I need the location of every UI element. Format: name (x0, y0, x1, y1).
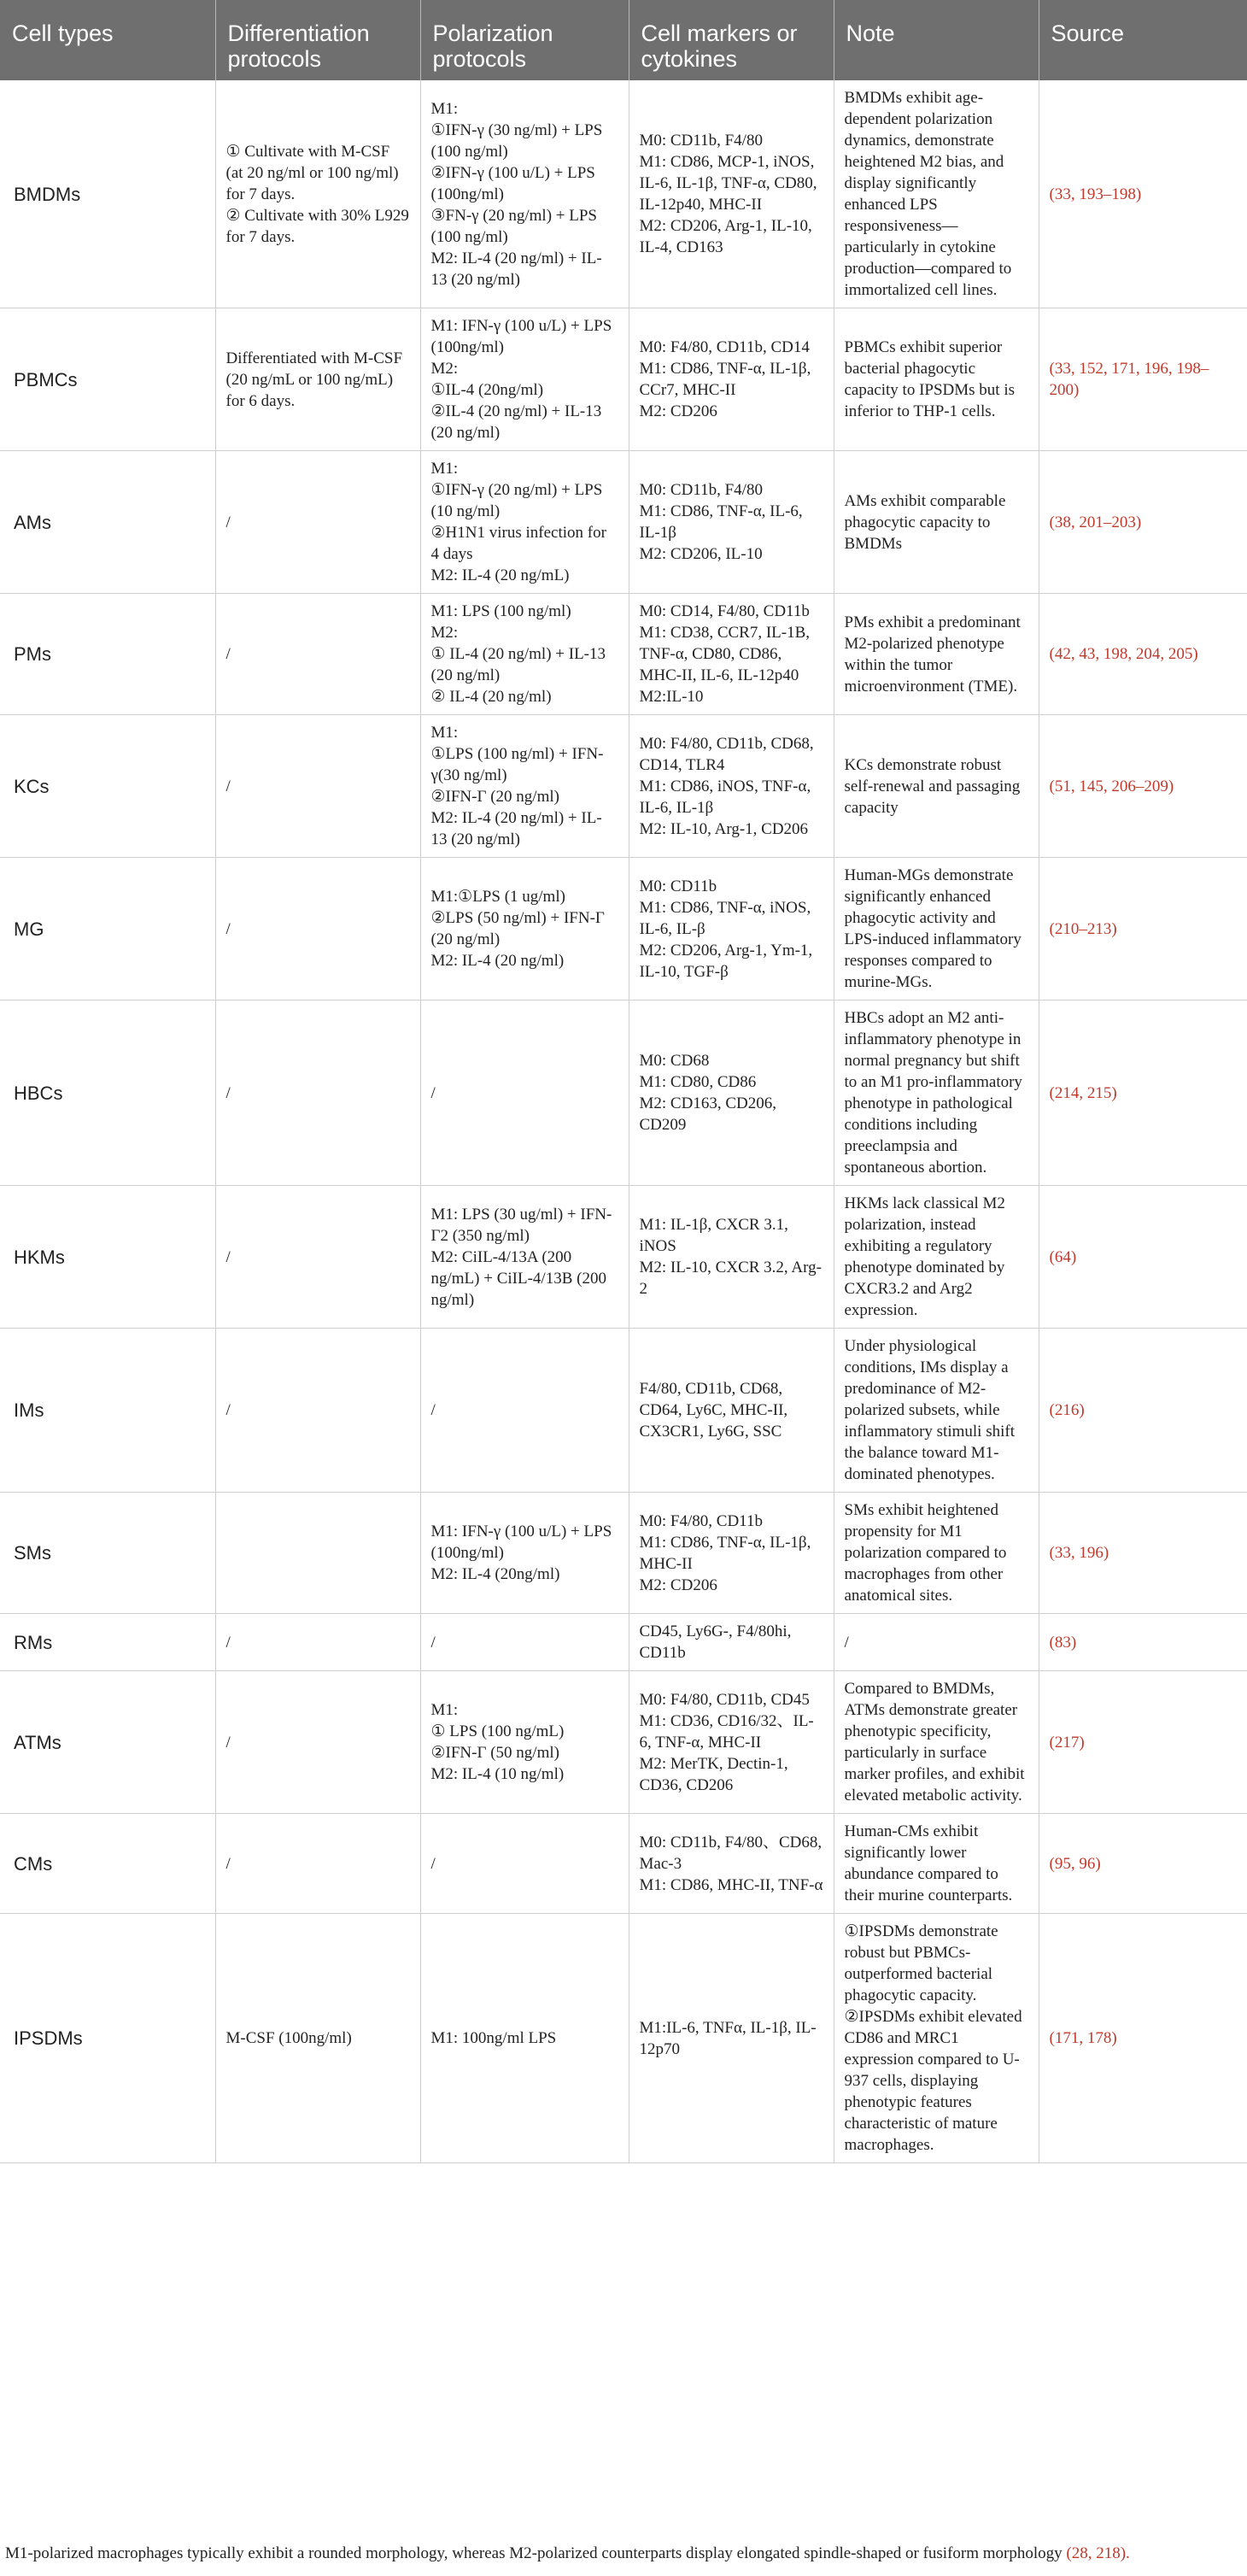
note-cell: / (834, 1614, 1039, 1671)
marker-line: M1: CD80, CD86 (639, 1073, 757, 1091)
marker-line: M0: CD14, F4/80, CD11b (639, 602, 810, 620)
polarization-cell (420, 1614, 629, 1671)
markers-cell (629, 1493, 834, 1614)
polarization-line: M1: (430, 460, 459, 478)
differentiation-line: / (225, 1401, 231, 1419)
cell-type: BMDMs (0, 80, 215, 308)
source-cell[interactable]: (217) (1039, 1671, 1247, 1814)
cell-type: ATMs (0, 1671, 215, 1814)
marker-line: M1: CD86, MHC-II, TNF-α (639, 1875, 823, 1894)
marker-line: M2: IL-10, Arg-1, CD206 (639, 819, 809, 838)
polarization-cell (420, 594, 629, 715)
differentiation-line: ② Cultivate with 30% L929 for 7 days. (225, 206, 409, 246)
differentiation-cell (215, 1493, 420, 1614)
cell-type: HKMs (0, 1186, 215, 1329)
source-cell[interactable]: (95, 96) (1039, 1814, 1247, 1914)
polarization-cell (420, 1000, 629, 1186)
marker-line: CD45, Ly6G-, F4/80hi, CD11b (639, 1622, 792, 1662)
polarization-line: M1: 100ng/ml LPS (430, 2029, 557, 2047)
marker-line: M2: CD206, IL-10 (639, 545, 763, 563)
marker-line: M0: F4/80, CD11b, CD45 (639, 1690, 810, 1709)
note-cell: Human-MGs demonstrate significantly enhanced phagocytic activity and LPS-induced inflammatory responses compared to murine-MGs. (834, 858, 1039, 1000)
polarization-cell (420, 451, 629, 594)
marker-line: M0: CD11b, F4/80 (639, 132, 763, 150)
polarization-cell (420, 715, 629, 858)
table-row (0, 1814, 1247, 1914)
source-cell[interactable]: (33, 196) (1039, 1493, 1247, 1614)
marker-line: M2: IL-10, CXCR 3.2, Arg-2 (639, 1259, 822, 1298)
source-cell[interactable]: (83) (1039, 1614, 1247, 1671)
markers-cell (629, 858, 834, 1000)
marker-line: M2: CD206, Arg-1, IL-10, IL-4, CD163 (639, 217, 812, 256)
marker-line: M2: CD206 (639, 402, 717, 420)
differentiation-cell (215, 594, 420, 715)
differentiation-cell (215, 1671, 420, 1814)
differentiation-cell (215, 715, 420, 858)
differentiation-line: Differentiated with M-CSF (20 ng/mL or 100 ng/mL) for 6 days. (225, 349, 403, 410)
source-cell[interactable]: (42, 43, 198, 204, 205) (1039, 594, 1247, 715)
differentiation-line: / (225, 1733, 231, 1752)
differentiation-cell (215, 80, 420, 308)
markers-cell (629, 1914, 834, 2163)
markers-cell (629, 1814, 834, 1914)
differentiation-line: / (225, 919, 231, 938)
source-cell[interactable]: (33, 193–198) (1039, 80, 1247, 308)
differentiation-cell (215, 1814, 420, 1914)
cell-type: PMs (0, 594, 215, 715)
polarization-line: M1: IFN-γ (100 u/L) + LPS (100ng/ml) (430, 1523, 612, 1562)
differentiation-line: M-CSF (100ng/ml) (225, 2029, 352, 2047)
marker-line: M1: CD86, TNF-α, IL-1β, CCr7, MHC-II (639, 360, 811, 399)
table-row (0, 858, 1247, 1000)
cell-type: IMs (0, 1329, 215, 1493)
source-cell[interactable]: (51, 145, 206–209) (1039, 715, 1247, 858)
marker-line: M1: CD86, iNOS, TNF-α, IL-6, IL-1β (639, 777, 811, 817)
table-row (0, 308, 1247, 451)
header-markers: Cell markers or cytokines (629, 0, 834, 80)
note-cell: PBMCs exhibit superior bacterial phagocytic capacity to IPSDMs but is inferior to THP-1 cells. (834, 308, 1039, 451)
polarization-line: ①IL-4 (20ng/ml) (430, 381, 544, 399)
polarization-line: / (430, 1633, 436, 1652)
note-cell: Under physiological conditions, IMs display a predominance of M2-polarized subsets, while inflammatory stimuli shift the balance toward M1-dominated phenotypes. (834, 1329, 1039, 1493)
table-body (0, 80, 1247, 2163)
differentiation-line: / (225, 1854, 231, 1873)
table-row (0, 451, 1247, 594)
polarization-line: M2: CiIL-4/13A (200 ng/mL) + CiIL-4/13B (200 ng/ml) (430, 1247, 606, 1309)
footnote-refs[interactable]: (28, 218). (1066, 2544, 1130, 2562)
table-row (0, 1614, 1247, 1671)
polarization-line: ①IFN-γ (20 ng/ml) + LPS (10 ng/ml) (430, 481, 603, 520)
differentiation-line: / (225, 1083, 231, 1102)
cell-type: PBMCs (0, 308, 215, 451)
note-cell: AMs exhibit comparable phagocytic capacity to BMDMs (834, 451, 1039, 594)
markers-cell (629, 1671, 834, 1814)
marker-line: M1: CD86, TNF-α, IL-1β, MHC-II (639, 1533, 811, 1573)
differentiation-line: / (225, 777, 231, 795)
source-cell[interactable]: (210–213) (1039, 858, 1247, 1000)
differentiation-cell (215, 858, 420, 1000)
polarization-line: ③FN-γ (20 ng/ml) + LPS (100 ng/ml) (430, 206, 597, 246)
polarization-line: M1: (430, 1701, 459, 1719)
marker-line: M2: CD206 (639, 1576, 717, 1594)
marker-line: M0: F4/80, CD11b, CD68, CD14, TLR4 (639, 734, 814, 774)
markers-cell (629, 451, 834, 594)
polarization-line: / (430, 1401, 436, 1419)
polarization-line: M1: LPS (30 ug/ml) + IFN-Γ2 (350 ng/ml) (430, 1205, 612, 1245)
polarization-cell (420, 1814, 629, 1914)
polarization-line: ②IFN-Γ (50 ng/ml) (430, 1744, 559, 1762)
note-cell: BMDMs exhibit age-dependent polarization dynamics, demonstrate heightened M2 bias, and display significantly enhanced LPS responsiveness—particularly in cytokine production—compared to immortalized cell lines. (834, 80, 1039, 308)
marker-line: F4/80, CD11b, CD68, CD64, Ly6C, MHC-II, CX3CR1, Ly6G, SSC (639, 1380, 788, 1441)
table-header-row (0, 0, 1247, 80)
differentiation-line: ① Cultivate with M-CSF (at 20 ng/ml or 100 ng/ml) for 7 days. (225, 142, 399, 203)
polarization-line: M2: IL-4 (20 ng/ml) + IL-13 (20 ng/ml) (430, 249, 602, 289)
source-cell[interactable]: (38, 201–203) (1039, 451, 1247, 594)
marker-line: M0: CD11b, F4/80、CD68, Mac-3 (639, 1833, 823, 1873)
differentiation-cell (215, 451, 420, 594)
marker-line: M0: CD11b, F4/80 (639, 481, 763, 499)
cell-type: MG (0, 858, 215, 1000)
polarization-line: M2: IL-4 (20 ng/ml) + IL-13 (20 ng/ml) (430, 809, 602, 848)
table-footnote (5, 2543, 1244, 2564)
marker-line: M2: MerTK, Dectin-1, CD36, CD206 (639, 1754, 788, 1794)
cell-type: SMs (0, 1493, 215, 1614)
polarization-cell (420, 1186, 629, 1329)
polarization-line: M2: IL-4 (20 ng/ml) (430, 952, 565, 970)
differentiation-line: / (225, 645, 231, 663)
differentiation-cell (215, 1000, 420, 1186)
differentiation-line: / (225, 513, 231, 531)
table-row (0, 1914, 1247, 2163)
marker-line: M0: F4/80, CD11b (639, 1511, 763, 1530)
marker-line: M1: CD86, MCP-1, iNOS, IL-6, IL-1β, TNF-α, CD80, IL-12p40, MHC-II (639, 153, 817, 214)
differentiation-cell (215, 1329, 420, 1493)
note-cell: ①IPSDMs demonstrate robust but PBMCs-outperformed bacterial phagocytic capacity. ②IPSDMs exhibit elevated CD86 and MRC1 expression compared to U-937 cells, displaying phenotypic features characteristic of mature macrophages. (834, 1914, 1039, 2163)
header-source: Source (1039, 0, 1247, 80)
polarization-cell (420, 80, 629, 308)
polarization-line: ②LPS (50 ng/ml) + IFN-Γ (20 ng/ml) (430, 909, 605, 948)
differentiation-cell (215, 1186, 420, 1329)
cell-type: AMs (0, 451, 215, 594)
polarization-line: ②IFN-γ (100 u/L) + LPS (100ng/ml) (430, 163, 595, 203)
table-row (0, 1329, 1247, 1493)
polarization-cell (420, 1329, 629, 1493)
markers-cell (629, 1000, 834, 1186)
source-cell[interactable]: (214, 215) (1039, 1000, 1247, 1186)
polarization-line: ①IFN-γ (30 ng/ml) + LPS (100 ng/ml) (430, 120, 603, 161)
polarization-line: ②IL-4 (20 ng/ml) + IL-13 (20 ng/ml) (430, 402, 602, 442)
source-cell[interactable]: (64) (1039, 1186, 1247, 1329)
polarization-line: / (430, 1083, 436, 1102)
note-cell: Compared to BMDMs, ATMs demonstrate greater phenotypic specificity, particularly in surface marker profiles, and exhibit elevated metabolic activity. (834, 1671, 1039, 1814)
polarization-line: ②H1N1 virus infection for 4 days (430, 524, 606, 563)
polarization-cell (420, 858, 629, 1000)
differentiation-line: / (225, 1247, 231, 1266)
note-cell: KCs demonstrate robust self-renewal and passaging capacity (834, 715, 1039, 858)
note-cell: PMs exhibit a predominant M2-polarized phenotype within the tumor microenvironment (TME). (834, 594, 1039, 715)
marker-line: M0: CD68 (639, 1052, 710, 1070)
table-row (0, 1671, 1247, 1814)
polarization-line: ②IFN-Γ (20 ng/ml) (430, 788, 559, 806)
cell-type: CMs (0, 1814, 215, 1914)
polarization-line: M1: LPS (100 ng/ml) (430, 602, 571, 620)
table-row (0, 1186, 1247, 1329)
table-row (0, 1000, 1247, 1186)
source-cell[interactable]: (171, 178) (1039, 1914, 1247, 2163)
polarization-cell (420, 308, 629, 451)
table-row (0, 715, 1247, 858)
marker-line: M0: F4/80, CD11b, CD14 (639, 338, 810, 356)
polarization-cell (420, 1493, 629, 1614)
marker-line: M1: IL-1β, CXCR 3.1, iNOS (639, 1216, 788, 1255)
table-row (0, 80, 1247, 308)
note-cell: HKMs lack classical M2 polarization, instead exhibiting a regulatory phenotype dominated by CXCR3.2 and Arg2 expression. (834, 1186, 1039, 1329)
marker-line: M0: CD11b (639, 877, 717, 895)
marker-line: M1: CD36, CD16/32、IL-6, TNF-α, MHC-II (639, 1711, 814, 1752)
marker-line: M2: CD206, Arg-1, Ym-1, IL-10, TGF-β (639, 941, 813, 981)
note-cell: HBCs adopt an M2 anti-inflammatory phenotype in normal pregnancy but shift to an M1 pro-inflammatory phenotype in pathological conditions including preeclampsia and spontaneous abortion. (834, 1000, 1039, 1186)
markers-cell (629, 1186, 834, 1329)
markers-cell (629, 1329, 834, 1493)
header-polarization: Polarization protocols (420, 0, 629, 80)
marker-line: M1: CD38, CCR7, IL-1B, TNF-α, CD80, CD86, MHC-II, IL-6, IL-12p40 (639, 624, 811, 684)
polarization-line: M1:①LPS (1 ug/ml) (430, 888, 565, 906)
markers-cell (629, 308, 834, 451)
markers-cell (629, 1614, 834, 1671)
marker-line: M1:IL-6, TNFα, IL-1β, IL-12p70 (639, 2018, 817, 2058)
polarization-cell (420, 1671, 629, 1814)
polarization-line: ① LPS (100 ng/mL) (430, 1722, 565, 1740)
cell-type: IPSDMs (0, 1914, 215, 2163)
polarization-line: M2: (430, 624, 459, 642)
source-cell[interactable]: (33, 152, 171, 196, 198–200) (1039, 308, 1247, 451)
table-row (0, 1493, 1247, 1614)
note-cell: SMs exhibit heightened propensity for M1 polarization compared to macrophages from other anatomical sites. (834, 1493, 1039, 1614)
polarization-line: ② IL-4 (20 ng/ml) (430, 688, 552, 706)
polarization-line: M1: IFN-γ (100 u/L) + LPS (100ng/ml) (430, 317, 612, 356)
polarization-line: M1: (430, 724, 459, 742)
polarization-line: M2: IL-4 (20 ng/mL) (430, 566, 570, 584)
header-differentiation: Differentiation protocols (215, 0, 420, 80)
polarization-line: M2: (430, 360, 459, 378)
table-row (0, 594, 1247, 715)
header-cell-types: Cell types (0, 0, 215, 80)
marker-line: M2:IL-10 (639, 688, 704, 706)
differentiation-line: / (225, 1633, 231, 1652)
polarization-line: ①LPS (100 ng/ml) + IFN-γ(30 ng/ml) (430, 745, 604, 784)
note-cell: Human-CMs exhibit significantly lower abundance compared to their murine counterparts. (834, 1814, 1039, 1914)
cell-type: KCs (0, 715, 215, 858)
footnote-text: M1-polarized macrophages typically exhibit a rounded morphology, whereas M2-polarized counterparts display elongated spindle-shaped or fusiform morphology (5, 2544, 1063, 2562)
cell-type: HBCs (0, 1000, 215, 1186)
markers-cell (629, 80, 834, 308)
marker-line: M2: CD163, CD206, CD209 (639, 1094, 776, 1134)
markers-cell (629, 715, 834, 858)
polarization-line: M2: IL-4 (20ng/ml) (430, 1565, 560, 1583)
cell-type: RMs (0, 1614, 215, 1671)
differentiation-cell (215, 1614, 420, 1671)
polarization-line: / (430, 1854, 436, 1873)
marker-line: M1: CD86, TNF-α, iNOS, IL-6, IL-β (639, 898, 811, 938)
source-cell[interactable]: (216) (1039, 1329, 1247, 1493)
differentiation-cell (215, 308, 420, 451)
marker-line: M1: CD86, TNF-α, IL-6, IL-1β (639, 502, 803, 542)
polarization-line: ① IL-4 (20 ng/ml) + IL-13 (20 ng/ml) (430, 645, 606, 684)
polarization-cell (420, 1914, 629, 2163)
header-note: Note (834, 0, 1039, 80)
markers-cell (629, 594, 834, 715)
differentiation-cell (215, 1914, 420, 2163)
polarization-line: M1: (430, 99, 459, 118)
polarization-line: M2: IL-4 (10 ng/ml) (430, 1765, 565, 1783)
